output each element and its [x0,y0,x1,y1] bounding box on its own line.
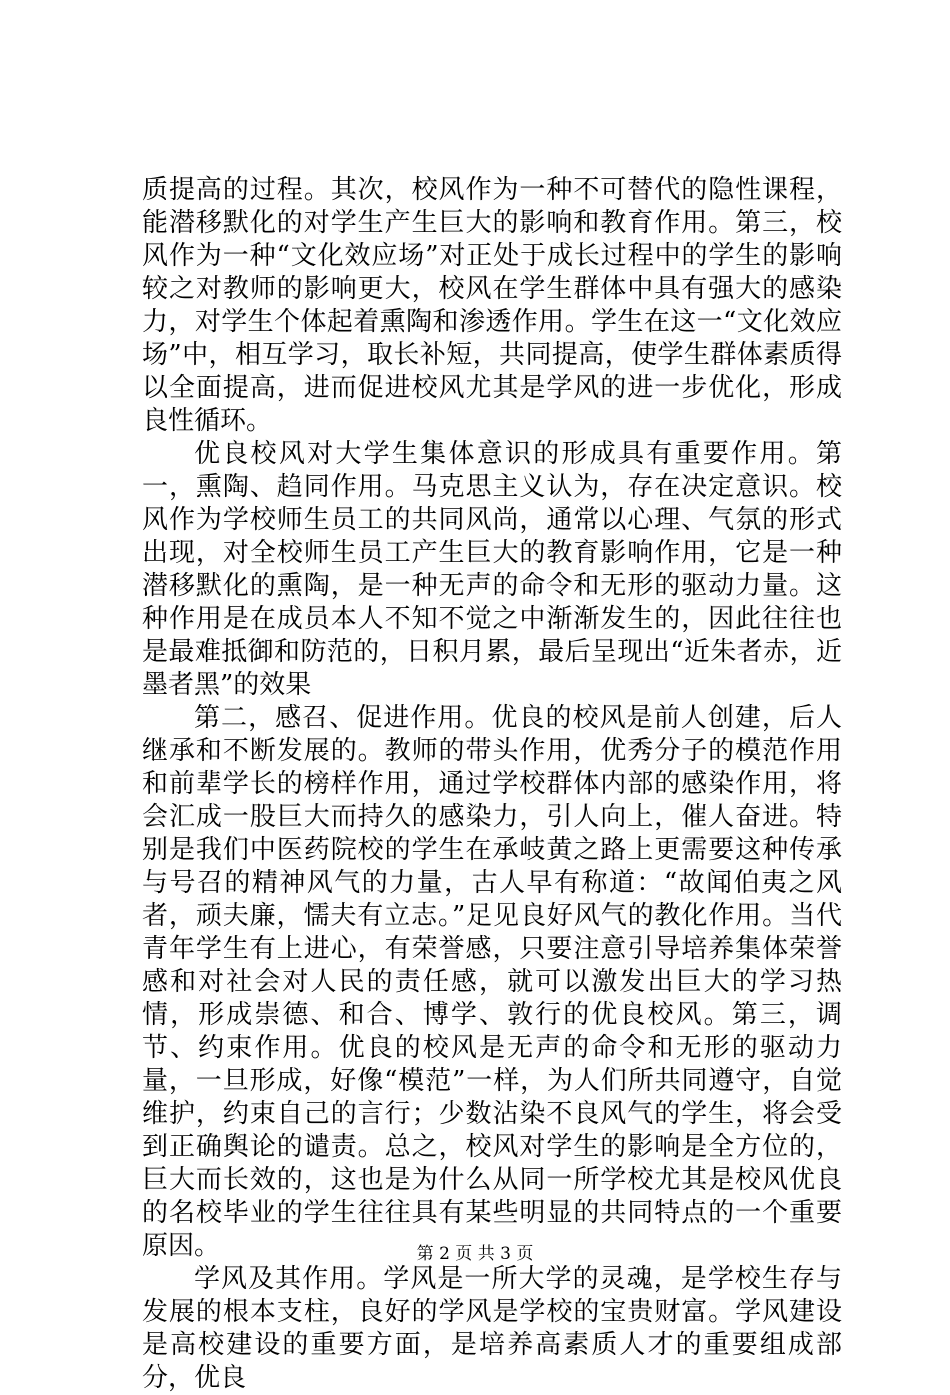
page-footer [0,1243,950,1265]
page-number-label: 第 2 页 共 3 页 [416,1244,534,1264]
paragraph-3: 第二，感召、促进作用。优良的校风是前人创建，后人继承和不断发展的。教师的带头作用，优秀分子的模范作用和前辈学长的榜样作用，通过学校群体内部的感染作用，将会汇成一股巨大而持久的感染力，引人向上，催人奋进。特别是我们中医药院校的学生在承岐黄之路上更需要这种传承与号召的精神风气的力量，古人早有称道：“故闻伯夷之风者，顽夫廉，懦夫有立志。”足见良好风气的教化作用。当代青年学生有上进心，有荣誉感，只要注意引导培养集体荣誉感和对社会对人民的责任感，就可以激发出巨大的学习热情，形成崇德、和合、博学、敦行的优良校风。第三，调节、约束作用。优良的校风是无声的命令和无形的驱动力量，一旦形成，好像“模范”一样，为人们所共同遵守，自觉维护，约束自己的言行；少数沾染不良风气的学生，将会受到正确舆论的谴责。总之，校风对学生的影响是全方位的，巨大而长效的，这也是为什么从同一所学校尤其是校风优良的名校毕业的学生往往具有某些明显的共同特点的一个重要原因。 [142,703,842,1261]
document-body [142,174,842,1395]
paragraph-4: 学风及其作用。学风是一所大学的灵魂，是学校生存与发展的根本支柱，良好的学风是学校的宝贵财富。学风建设是高校建设的重要方面，是培养高素质人才的重要组成部分，优良 [142,1264,842,1393]
paragraph-2: 优良校风对大学生集体意识的形成具有重要作用。第一，熏陶、趋同作用。马克思主义认为，存在决定意识。校风作为学校师生员工的共同风尚，通常以心理、气氛的形式出现，对全校师生员工产生巨大的教育影响作用，它是一种潜移默化的熏陶，是一种无声的命令和无形的驱动力量。这种作用是在成员本人不知不觉之中渐渐发生的，因此往往也是最难抵御和防范的，日积月累，最后呈现出“近朱者赤，近墨者黑”的效果 [142,439,842,700]
paragraph-1: 质提高的过程。其次，校风作为一种不可替代的隐性课程，能潜移默化的对学生产生巨大的影响和教育作用。第三，校风作为一种“文化效应场”对正处于成长过程中的学生的影响较之对教师的影响更大，校风在学生群体中具有强大的感染力，对学生个体起着熏陶和渗透作用。学生在这一“文化效应场”中，相互学习，取长补短，共同提高，使学生群体素质得以全面提高，进而促进校风尤其是学风的进一步优化，形成良性循环。 [142,175,842,436]
